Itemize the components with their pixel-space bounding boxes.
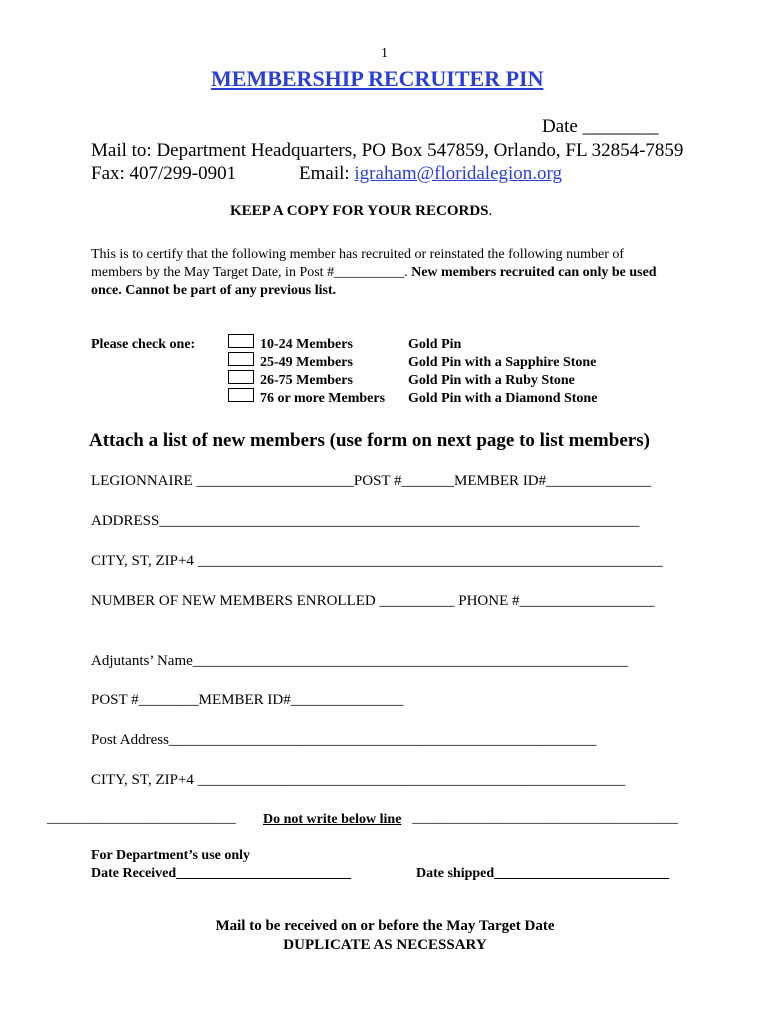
keep-copy-text: KEEP A COPY FOR YOUR RECORDS [230, 203, 489, 219]
keep-copy-notice [230, 203, 492, 220]
adjutant-name-field[interactable]: Adjutants’ Name__________________________________________________________ [91, 653, 628, 669]
city-state-zip-field[interactable]: CITY, ST, ZIP+4 ______________________________________________________________ [91, 553, 663, 569]
certify-line-3: once. Cannot be part of any previous list. [91, 283, 337, 298]
pin-type-label: Gold Pin with a Ruby Stone [408, 373, 575, 388]
pin-type-label: Gold Pin with a Diamond Stone [408, 391, 598, 406]
post-city-state-zip-field[interactable]: CITY, ST, ZIP+4 _________________________________________________________ [91, 772, 626, 788]
divider-right: ______________________________________ [412, 811, 678, 826]
footer-mail-notice: Mail to be received on or before the May Target Date [215, 918, 555, 934]
divider-left: ___________________________ [47, 811, 236, 826]
attach-heading: Attach a list of new members (use form on next page to list members) [89, 430, 650, 451]
pin-checkbox-25-49[interactable] [228, 352, 254, 366]
footer-duplicate-notice: DUPLICATE AS NECESSARY [283, 937, 487, 953]
post-member-id-field[interactable]: POST #________MEMBER ID#_______________ [91, 692, 404, 708]
certify-text-2: members by the May Target Date, in Post #__________. [91, 265, 408, 280]
mail-to-line: Mail to: Department Headquarters, PO Box 547859, Orlando, FL 32854-7859 [91, 140, 684, 161]
pin-members-label: 76 or more Members [260, 391, 386, 406]
address-field[interactable]: ADDRESS________________________________________________________________ [91, 513, 640, 529]
certify-bold-2: New members recruited can only be used [411, 265, 657, 280]
legionnaire-field[interactable]: LEGIONNAIRE _____________________POST #_______MEMBER ID#______________ [91, 473, 652, 489]
post-address-field[interactable]: Post Address_________________________________________________________ [91, 732, 597, 748]
date-received-field[interactable]: Date Received_________________________ [91, 866, 352, 881]
pin-checkbox-26-75[interactable] [228, 370, 254, 384]
pin-checkbox-76-plus[interactable] [228, 388, 254, 402]
new-members-phone-field[interactable]: NUMBER OF NEW MEMBERS ENROLLED __________ PHONE #__________________ [91, 593, 655, 609]
date-shipped-field[interactable]: Date shipped_________________________ [416, 866, 670, 881]
pin-type-label: Gold Pin [408, 337, 462, 352]
keep-copy-period: . [488, 203, 493, 219]
pin-members-label: 26-75 Members [260, 373, 353, 388]
pin-members-label: 25-49 Members [260, 355, 353, 370]
pin-type-label: Gold Pin with a Sapphire Stone [408, 355, 597, 370]
pin-checkbox-10-24[interactable] [228, 334, 254, 348]
date-line: Date ________ [542, 116, 659, 137]
pin-members-label: 10-24 Members [260, 337, 353, 352]
certify-line-1: This is to certify that the following member has recruited or reinstated the following number of [91, 247, 625, 262]
page-title: MEMBERSHIP RECRUITER PIN [211, 66, 544, 91]
dept-use-label: For Department’s use only [91, 848, 251, 863]
certify-line-2 [91, 265, 657, 281]
email-link[interactable]: igraham@floridalegion.org [354, 163, 563, 184]
do-not-write-label: Do not write below line [263, 812, 402, 827]
check-label: Please check one: [91, 337, 196, 352]
email-label: Email: [299, 163, 355, 184]
fax-line: Fax: 407/299-0901 [91, 163, 237, 184]
page-number: 1 [381, 46, 388, 61]
email-line [299, 163, 562, 185]
